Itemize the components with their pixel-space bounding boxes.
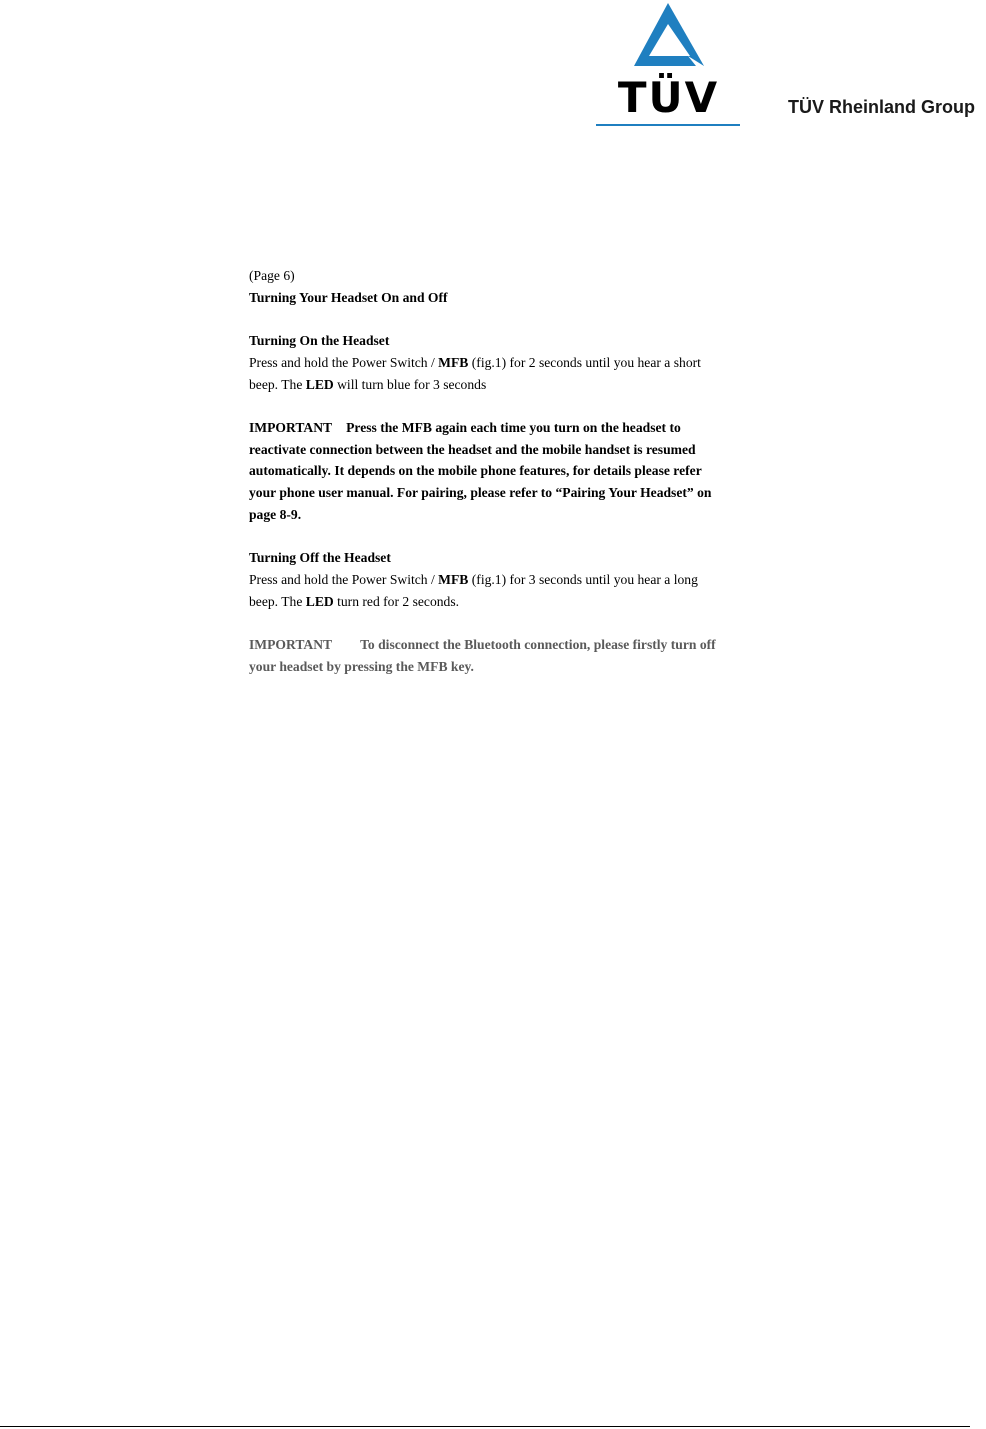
turning-on-line-2: [249, 374, 749, 396]
spacer: [249, 612, 749, 634]
heading-turning-off: Turning Off the Headset: [249, 550, 391, 566]
heading-turning-on: Turning On the Headset: [249, 333, 390, 349]
mfb-term: MFB: [438, 571, 469, 587]
important-1-line-1: [249, 417, 749, 439]
important-label: IMPORTANT: [249, 636, 333, 652]
section-title: Turning Your Headset On and Off: [249, 289, 448, 305]
text-run: turn red for 2 seconds.: [333, 593, 460, 609]
turning-off-line-2: [249, 591, 749, 613]
important-2-line-2: your headset by pressing the MFB key.: [249, 658, 474, 674]
spacer: [249, 395, 749, 417]
spacer: [249, 525, 749, 547]
text-run: (fig.1) for 3 seconds until you hear a long: [468, 571, 698, 587]
page-header: [0, 0, 986, 140]
mfb-term: MFB: [438, 354, 469, 370]
important-note-1: [249, 417, 749, 526]
important-note-2: [249, 634, 749, 677]
important-1-line-5: page 8-9.: [249, 506, 302, 522]
text-run: will turn blue for 3 seconds: [333, 376, 487, 392]
important-label: IMPORTANT: [249, 419, 333, 435]
page-reference: (Page 6): [249, 268, 295, 283]
text-run: beep. The: [249, 376, 306, 392]
text-run: To disconnect the Bluetooth connection, please firstly turn off: [360, 636, 716, 652]
turning-off-line-1: [249, 569, 749, 591]
logo-underline: [596, 124, 740, 126]
text-run: Press and hold the Power Switch /: [249, 571, 439, 587]
text-run: (fig.1) for 2 seconds until you hear a short: [468, 354, 701, 370]
important-1-line-3: automatically. It depends on the mobile phone features, for details please refer: [249, 463, 702, 479]
turning-on-line-1: [249, 352, 749, 374]
text-run: Press and hold the Power Switch /: [249, 354, 439, 370]
group-name: TÜV Rheinland Group: [788, 97, 975, 117]
tuv-triangle-icon: [596, 0, 741, 80]
important-1-line-4: your phone user manual. For pairing, please refer to “Pairing Your Headset” on: [249, 485, 712, 500]
spacer: [249, 308, 749, 330]
footer-divider: [0, 1426, 970, 1427]
tuv-logo-text: TÜV: [617, 73, 720, 122]
led-term: LED: [305, 376, 334, 392]
important-1-line-2: reactivate connection between the headset and the mobile handset is resumed: [249, 441, 696, 457]
important-2-line-1: [249, 634, 749, 656]
text-run: Press the MFB again each time you turn on the headset to: [346, 419, 681, 435]
text-run: beep. The: [249, 593, 306, 609]
led-term: LED: [305, 593, 334, 609]
tuv-logo: [596, 0, 741, 130]
document-body: [249, 265, 749, 677]
